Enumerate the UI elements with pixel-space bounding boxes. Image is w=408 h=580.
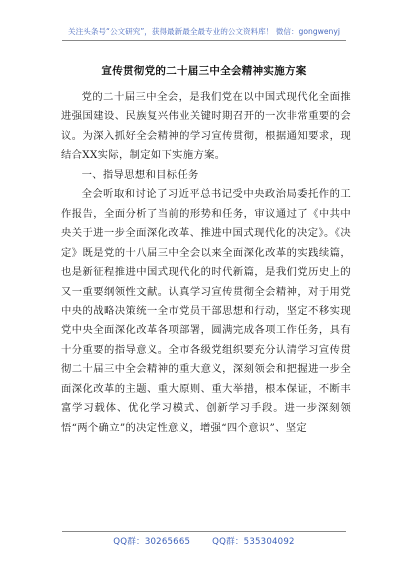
document-title: 宣传贯彻党的二十届三中全会精神实施方案 <box>101 65 307 77</box>
document-body <box>61 88 351 438</box>
header-divider <box>62 40 346 41</box>
header-notice: 关注头条号“公文研究”，获得最新最全最专业的公文资料库！ 微信：gongwenyj <box>68 27 340 36</box>
footer-contacts <box>0 535 408 547</box>
body-paragraph: 全会听取和讨论了习近平总书记受中央政治局委托作的工作报告，全面分析了当前的形势和任务，审议通过了《中共中央关于进一步全面深化改革、推进中国式现代化的决定》。《决定》既是党的十八届三中全会以来全面深化改革的实践续篇，也是新征程推进中国式现代化的时代新篇，是我们党历史上的又一重要纲领性文献。认真学习宣传贯彻全会精神，对于用党中央的战略决策统一全市党员干部思想和行动，坚定不移实现党中央全面深化改革各项部署，圆满完成各项工作任务，具有十分重要的指导意义。全市各级党组织要充分认清学习宣传贯彻二十届三中全会精神的重大意义，深刻领会和把握进一步全面深化改革的主题、重大原则、重大举措，根本保证，不断丰富学习载体、优化学习模式、创新学习手段。进一步深刻领悟“两个确立”的决定性意义，增强“四个意识”、坚定 <box>61 188 351 434</box>
section-heading: 一、指导思想和目标任务 <box>81 168 199 181</box>
footer-qq-group-2: QQ群：535304092 <box>212 537 295 547</box>
intro-paragraph: 党的二十届三中全会，是我们党在以中国式现代化全面推进强国建设、民族复兴伟业关键时期召开的一次非常重要的会议。为深入抓好全会精神的学习宣传贯彻，根据通知要求，现结合XX实际，制定如下实施方案。 <box>61 91 351 162</box>
footer-qq-group-1: QQ群：30265665 <box>113 537 191 547</box>
footer-divider <box>62 531 346 532</box>
